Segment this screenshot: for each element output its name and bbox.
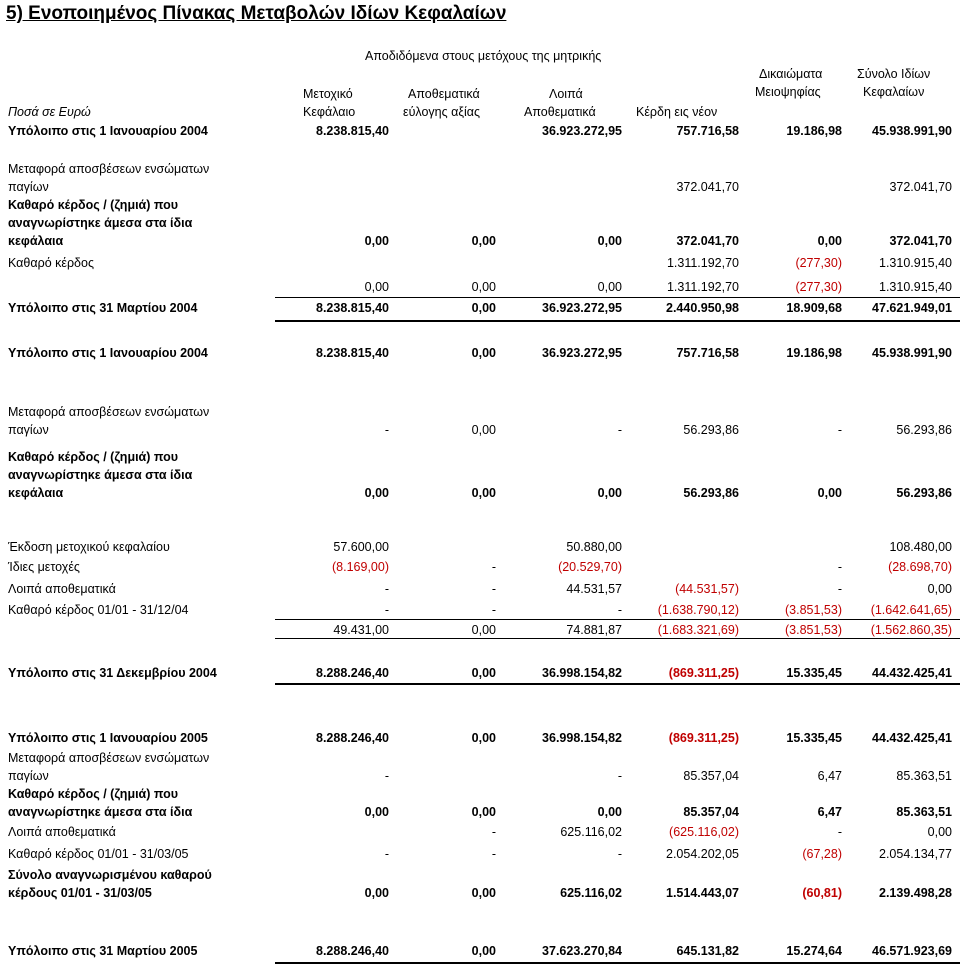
table-cell: 0,00 bbox=[364, 805, 389, 819]
table-cell: (1.638.790,12) bbox=[657, 603, 739, 617]
table-cell: - bbox=[491, 825, 496, 839]
col-header-minority-2: Μειοψηφίας bbox=[755, 85, 821, 99]
table-cell: (277,30) bbox=[795, 256, 842, 270]
table-cell: 0,00 bbox=[364, 886, 389, 900]
table-cell: (67,28) bbox=[802, 847, 842, 861]
row-label: Υπόλοιπο στις 31 Μαρτίου 2004 bbox=[8, 301, 198, 315]
table-cell: 45.938.991,90 bbox=[872, 346, 952, 360]
table-cell: 15.335,45 bbox=[786, 731, 842, 745]
table-cell: 0,00 bbox=[927, 825, 952, 839]
table-cell: (3.851,53) bbox=[785, 623, 842, 637]
table-cell: 44.432.425,41 bbox=[872, 666, 952, 680]
table-cell: 2.139.498,28 bbox=[879, 886, 952, 900]
table-cell: 8.238.815,40 bbox=[316, 124, 389, 138]
table-cell: 0,00 bbox=[471, 486, 496, 500]
row-label: Υπόλοιπο στις 1 Ιανουαρίου 2005 bbox=[8, 731, 208, 745]
table-cell: - bbox=[617, 769, 622, 783]
row-label: παγίων bbox=[8, 180, 49, 194]
table-cell: 0,00 bbox=[471, 666, 496, 680]
row-label: Σύνολο αναγνωρισμένου καθαρού bbox=[8, 868, 212, 882]
subtotal-rule bbox=[275, 638, 960, 639]
table-cell: 0,00 bbox=[817, 234, 842, 248]
balance-rule bbox=[275, 320, 960, 322]
table-cell: 0,00 bbox=[597, 234, 622, 248]
table-cell: 45.938.991,90 bbox=[872, 124, 952, 138]
table-cell: - bbox=[384, 423, 389, 437]
table-row bbox=[0, 866, 960, 902]
table-cell: 2.054.134,77 bbox=[879, 847, 952, 861]
table-row bbox=[0, 729, 960, 747]
table-cell: (3.851,53) bbox=[785, 603, 842, 617]
table-cell: - bbox=[837, 582, 842, 596]
table-row bbox=[0, 254, 960, 272]
table-cell: (20.529,70) bbox=[558, 560, 622, 574]
table-cell: - bbox=[837, 423, 842, 437]
table-cell: 6,47 bbox=[817, 769, 842, 783]
table-cell: - bbox=[837, 825, 842, 839]
table-cell: 2.440.950,98 bbox=[666, 301, 739, 315]
table-cell: 0,00 bbox=[471, 623, 496, 637]
table-row bbox=[0, 621, 960, 639]
table-cell: (869.311,25) bbox=[668, 666, 739, 680]
table-cell: 85.357,04 bbox=[683, 769, 739, 783]
table-cell: 36.998.154,82 bbox=[542, 731, 622, 745]
table-cell: (8.169,00) bbox=[332, 560, 389, 574]
table-cell: 56.293,86 bbox=[683, 486, 739, 500]
table-cell: - bbox=[617, 423, 622, 437]
table-cell: 1.310.915,40 bbox=[879, 256, 952, 270]
table-cell: 15.274,64 bbox=[786, 944, 842, 958]
row-label: Μεταφορά αποσβέσεων ενσώματων bbox=[8, 751, 210, 765]
row-label: Καθαρό κέρδος / (ζημιά) που bbox=[8, 787, 179, 801]
row-label: κεφάλαια bbox=[8, 234, 64, 248]
row-label: Μεταφορά αποσβέσεων ενσώματων bbox=[8, 405, 210, 419]
group-header: Αποδιδόμενα στους μετόχους της μητρικής bbox=[365, 49, 602, 63]
table-row bbox=[0, 942, 960, 960]
table-cell: 0,00 bbox=[471, 805, 496, 819]
table-cell: 372.041,70 bbox=[889, 234, 952, 248]
table-row bbox=[0, 823, 960, 841]
col-header-share-capital-2: Κεφάλαιο bbox=[303, 105, 356, 119]
col-header-share-capital-1: Μετοχικό bbox=[303, 87, 353, 101]
table-cell: 85.357,04 bbox=[683, 805, 739, 819]
table-cell: (625.116,02) bbox=[669, 825, 739, 839]
table-row bbox=[0, 845, 960, 863]
col-header-total-equity-1: Σύνολο Ιδίων bbox=[857, 67, 931, 81]
table-cell: 37.623.270,84 bbox=[542, 944, 622, 958]
table-row bbox=[0, 299, 960, 317]
table-cell: (28.698,70) bbox=[888, 560, 952, 574]
table-row bbox=[0, 664, 960, 682]
row-label: παγίων bbox=[8, 769, 49, 783]
table-cell: 0,00 bbox=[927, 582, 952, 596]
table-cell: 36.998.154,82 bbox=[542, 666, 622, 680]
table-cell: (277,30) bbox=[795, 280, 842, 294]
table-cell: - bbox=[491, 847, 496, 861]
col-header-other-reserves-1: Λοιπά bbox=[549, 87, 583, 101]
row-label: Υπόλοιπο στις 1 Ιανουαρίου 2004 bbox=[8, 346, 208, 360]
row-label: Καθαρό κέρδος bbox=[8, 256, 94, 270]
table-cell: 0,00 bbox=[364, 486, 389, 500]
table-cell: 44.531,57 bbox=[566, 582, 622, 596]
table-cell: 47.621.949,01 bbox=[872, 301, 952, 315]
table-cell: 50.880,00 bbox=[566, 540, 622, 554]
table-cell: 85.363,51 bbox=[896, 805, 952, 819]
table-row bbox=[0, 749, 960, 785]
table-cell: - bbox=[384, 603, 389, 617]
table-row bbox=[0, 344, 960, 362]
table-cell: 36.923.272,95 bbox=[542, 346, 622, 360]
table-cell: 0,00 bbox=[471, 423, 496, 437]
col-header-other-reserves-2: Αποθεματικά bbox=[524, 105, 596, 119]
row-label: Έκδοση μετοχικού κεφαλαίου bbox=[8, 540, 170, 554]
table-cell: 1.311.192,70 bbox=[666, 256, 739, 270]
table-cell: 372.041,70 bbox=[676, 234, 739, 248]
table-cell: - bbox=[491, 582, 496, 596]
table-cell: 8.238.815,40 bbox=[316, 301, 389, 315]
table-cell: - bbox=[384, 769, 389, 783]
table-cell: (60,81) bbox=[802, 886, 842, 900]
table-cell: 645.131,82 bbox=[676, 944, 739, 958]
row-label: παγίων bbox=[8, 423, 49, 437]
table-cell: 0,00 bbox=[597, 486, 622, 500]
table-cell: 0,00 bbox=[364, 234, 389, 248]
table-row bbox=[0, 403, 960, 439]
table-cell: 757.716,58 bbox=[676, 346, 739, 360]
table-cell: (1.683.321,69) bbox=[657, 623, 739, 637]
col-header-total-equity-2: Κεφαλαίων bbox=[863, 85, 925, 99]
table-row bbox=[0, 580, 960, 598]
table-cell: 0,00 bbox=[471, 346, 496, 360]
table-cell: 8.238.815,40 bbox=[316, 346, 389, 360]
row-label: Λοιπά αποθεματικά bbox=[8, 825, 116, 839]
table-row bbox=[0, 196, 960, 250]
table-cell: 625.116,02 bbox=[560, 825, 622, 839]
col-header-fair-value-1: Αποθεματικά bbox=[408, 87, 480, 101]
table-cell: 56.293,86 bbox=[896, 423, 952, 437]
table-cell: 36.923.272,95 bbox=[542, 301, 622, 315]
table-cell: 56.293,86 bbox=[896, 486, 952, 500]
table-cell: 46.571.923,69 bbox=[872, 944, 952, 958]
table-cell: 0,00 bbox=[471, 886, 496, 900]
table-cell: - bbox=[837, 560, 842, 574]
table-cell: 1.310.915,40 bbox=[879, 280, 952, 294]
table-row bbox=[0, 558, 960, 576]
table-row bbox=[0, 278, 960, 296]
table-cell: 372.041,70 bbox=[676, 180, 739, 194]
balance-rule bbox=[275, 683, 960, 685]
page-title: 5) Ενοποιημένος Πίνακας Μεταβολών Ιδίων Κεφαλαίων bbox=[6, 3, 507, 24]
row-label: αναγνωρίστηκε άμεσα στα ίδια bbox=[8, 216, 193, 230]
table-cell: 36.923.272,95 bbox=[542, 124, 622, 138]
row-label: Καθαρό κέρδος / (ζημιά) που bbox=[8, 198, 179, 212]
table-cell: 625.116,02 bbox=[560, 886, 622, 900]
table-row bbox=[0, 785, 960, 821]
table-cell: - bbox=[617, 603, 622, 617]
row-label: Καθαρό κέρδος / (ζημιά) που bbox=[8, 450, 179, 464]
table-cell: (869.311,25) bbox=[668, 731, 739, 745]
table-cell: 0,00 bbox=[471, 944, 496, 958]
table-row bbox=[0, 538, 960, 556]
col-header-retained-earnings: Κέρδη εις νέον bbox=[636, 105, 718, 119]
table-cell: - bbox=[384, 847, 389, 861]
table-row bbox=[0, 448, 960, 502]
row-label: Υπόλοιπο στις 1 Ιανουαρίου 2004 bbox=[8, 124, 208, 138]
table-cell: 8.288.246,40 bbox=[316, 944, 389, 958]
table-cell: 49.431,00 bbox=[333, 623, 389, 637]
table-row bbox=[0, 160, 960, 196]
table-cell: (1.562.860,35) bbox=[870, 623, 952, 637]
row-label: Μεταφορά αποσβέσεων ενσώματων bbox=[8, 162, 210, 176]
col-header-minority-1: Δικαιώματα bbox=[759, 67, 823, 81]
table-cell: - bbox=[491, 603, 496, 617]
subtotal-rule bbox=[275, 297, 960, 298]
row-label: Ίδιες μετοχές bbox=[8, 560, 80, 574]
table-cell: 757.716,58 bbox=[676, 124, 739, 138]
row-label: Υπόλοιπο στις 31 Μαρτίου 2005 bbox=[8, 944, 198, 958]
row-label: αναγνωρίστηκε άμεσα στα ίδια bbox=[8, 468, 193, 482]
table-cell: 1.311.192,70 bbox=[666, 280, 739, 294]
row-label: Υπόλοιπο στις 31 Δεκεμβρίου 2004 bbox=[8, 666, 217, 680]
table-cell: 0,00 bbox=[817, 486, 842, 500]
table-cell: 0,00 bbox=[471, 234, 496, 248]
subtotal-rule bbox=[275, 619, 960, 620]
row-label: κεφάλαια bbox=[8, 486, 64, 500]
row-label: Καθαρό κέρδος 01/01 - 31/03/05 bbox=[8, 847, 189, 861]
table-cell: 6,47 bbox=[817, 805, 842, 819]
table-row bbox=[0, 122, 960, 140]
table-cell: - bbox=[617, 847, 622, 861]
col-header-fair-value-2: εύλογης αξίας bbox=[403, 105, 480, 119]
table-cell: 44.432.425,41 bbox=[872, 731, 952, 745]
table-cell: 1.514.443,07 bbox=[666, 886, 739, 900]
table-cell: 19.186,98 bbox=[786, 124, 842, 138]
table-cell: 372.041,70 bbox=[889, 180, 952, 194]
table-cell: - bbox=[491, 560, 496, 574]
table-cell: 0,00 bbox=[364, 280, 389, 294]
table-cell: 108.480,00 bbox=[889, 540, 952, 554]
table-cell: 0,00 bbox=[471, 301, 496, 315]
table-cell: 8.288.246,40 bbox=[316, 731, 389, 745]
table-row bbox=[0, 601, 960, 619]
table-cell: (1.642.641,65) bbox=[870, 603, 952, 617]
row-label: αναγνωρίστηκε άμεσα στα ίδια bbox=[8, 805, 193, 819]
table-cell: 57.600,00 bbox=[333, 540, 389, 554]
table-cell: 0,00 bbox=[597, 280, 622, 294]
table-cell: 0,00 bbox=[471, 280, 496, 294]
table-cell: 15.335,45 bbox=[786, 666, 842, 680]
row-label: κέρδους 01/01 - 31/03/05 bbox=[8, 886, 152, 900]
table-cell: 56.293,86 bbox=[683, 423, 739, 437]
table-cell: 2.054.202,05 bbox=[666, 847, 739, 861]
table-cell: 0,00 bbox=[471, 731, 496, 745]
table-cell: (44.531,57) bbox=[675, 582, 739, 596]
table-cell: 8.288.246,40 bbox=[316, 666, 389, 680]
table-cell: 74.881,87 bbox=[566, 623, 622, 637]
amounts-unit-label: Ποσά σε Ευρώ bbox=[8, 105, 91, 119]
table-cell: 85.363,51 bbox=[896, 769, 952, 783]
table-cell: - bbox=[384, 582, 389, 596]
row-label: Καθαρό κέρδος 01/01 - 31/12/04 bbox=[8, 603, 189, 617]
row-label: Λοιπά αποθεματικά bbox=[8, 582, 116, 596]
table-cell: 19.186,98 bbox=[786, 346, 842, 360]
table-cell: 0,00 bbox=[597, 805, 622, 819]
table-cell: 18.909,68 bbox=[786, 301, 842, 315]
